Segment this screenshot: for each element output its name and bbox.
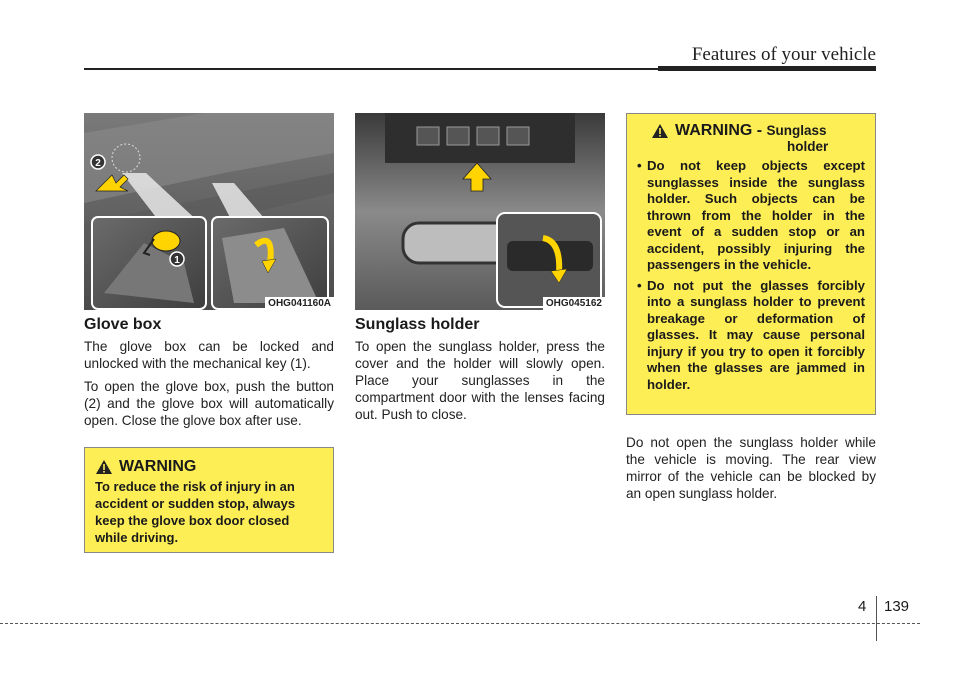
glove-box-title: Glove box (84, 316, 162, 333)
footer-dashed-rule (0, 623, 920, 624)
glove-box-figure (84, 113, 334, 310)
sunglass-holder-note: Do not open the sunglass holder while the vehicle is moving. The rear view mirror of the vehicle can be blocked by an open sunglass holder. (626, 435, 876, 501)
warning-item: • Do not put the glasses forcibly into a sunglass holder to prevent breakage or deformation of glasses. It may cause personal injury if you try to open it forcibly when the glasses are jammed in holder. (637, 278, 865, 394)
warning-list (637, 158, 865, 393)
glove-box-text (84, 338, 334, 435)
figure-code-sunglass-holder: OHG045162 (543, 297, 605, 310)
callout-1: 1 (174, 255, 180, 266)
warning-header (651, 122, 865, 154)
warning-title: WARNING - (675, 122, 767, 139)
callout-2: 2 (95, 158, 101, 169)
page-header-title: Features of your vehicle (691, 44, 876, 65)
sunglass-holder-title: Sunglass holder (355, 316, 480, 333)
warning-header (95, 458, 323, 476)
glove-box-paragraph-2: To open the glove box, push the button (2) and the glove box will automatically open. Close the glove box after use. (84, 379, 334, 428)
warning-text: To reduce the risk of injury in an accident or sudden stop, always keep the glove box door closed while driving. (95, 479, 296, 545)
warning-item: • Do not keep objects except sunglasses inside the sunglass holder. Such objects can be thrown from the holder in the event of a sudden stop or an accident, possibly injuring the passengers in the vehicle. (637, 158, 865, 274)
glove-box-paragraph-1: The glove box can be locked and unlocked with the mechanical key (1). (84, 339, 334, 371)
warning-triangle-icon (651, 123, 669, 139)
sunglass-holder-warning (626, 113, 876, 415)
header-rule-accent (658, 66, 876, 71)
warning-title: WARNING (119, 458, 197, 475)
warning-subtitle-line-1: Sunglass (766, 123, 827, 138)
sunglass-holder-text: To open the sunglass holder, press the cover and the holder will slowly open. Place your sunglasses in the compartment door with the lenses facing out. Push to close. (355, 339, 605, 422)
glove-box-warning (84, 447, 334, 553)
warning-triangle-icon (95, 459, 113, 475)
figure-code-glove-box: OHG041160A (265, 297, 334, 310)
chapter-number: 4 (858, 598, 867, 615)
page-number: 139 (884, 598, 910, 615)
sunglass-holder-figure (355, 113, 605, 310)
page-number-separator (876, 596, 877, 641)
warning-subtitle-line-2: holder (787, 139, 829, 154)
